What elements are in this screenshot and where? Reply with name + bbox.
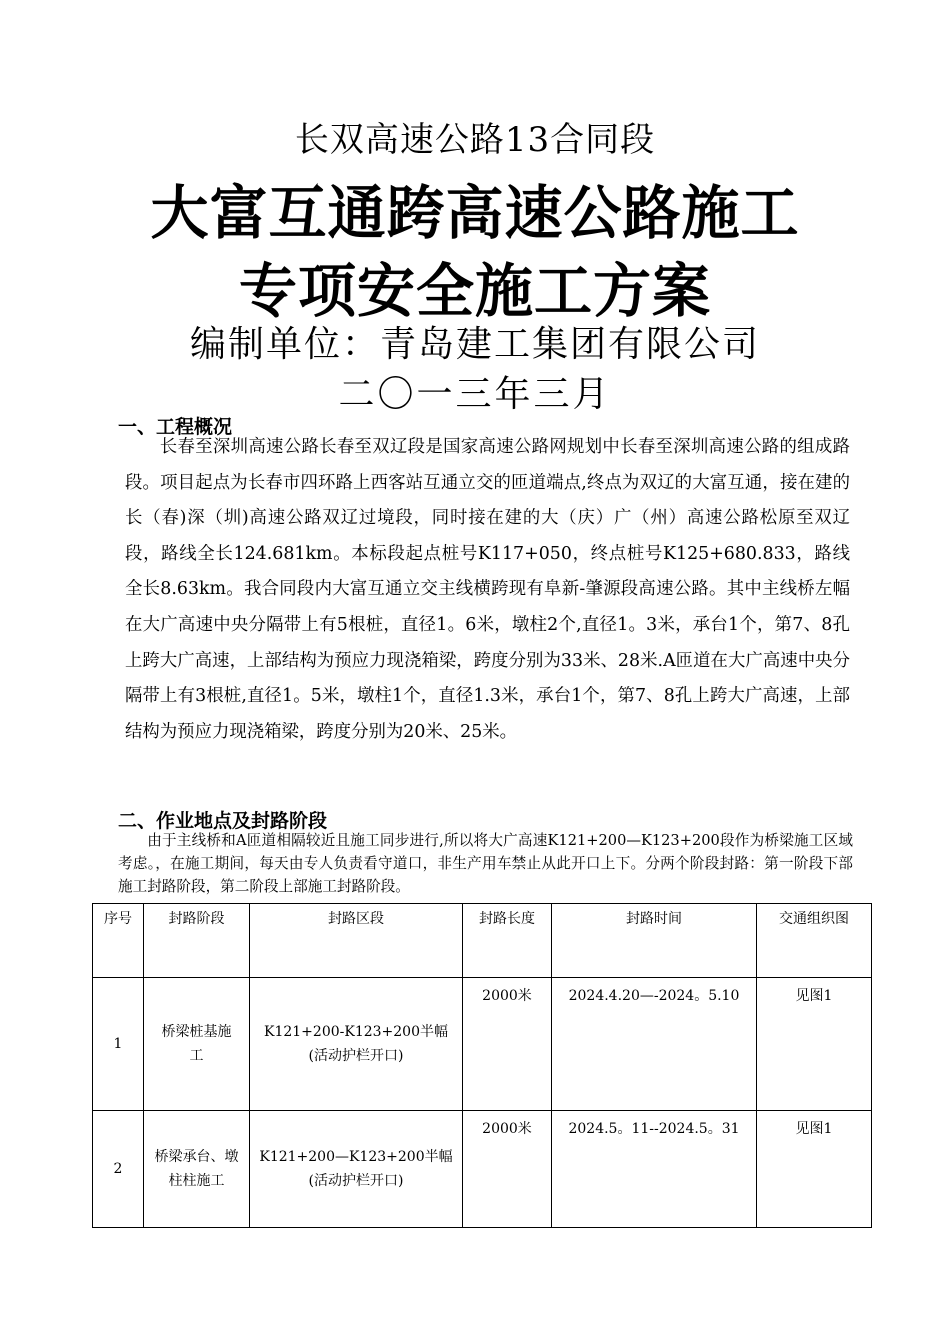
cell-map: 见图1: [757, 1111, 872, 1228]
document-subtitle: 长双高速公路13合同段: [294, 120, 656, 160]
section-line2: (活动护栏开口): [308, 1173, 404, 1189]
section-line2: (活动护栏开口): [308, 1048, 404, 1064]
document-title-line1: 大富互通跨高速公路施工: [150, 179, 800, 247]
cell-time: 2024.5。11--2024.5。31: [552, 1111, 757, 1228]
document-date: 二〇一三年三月: [338, 374, 612, 415]
cell-length: 2000米: [463, 978, 552, 1111]
header-map: 交通组织图: [757, 904, 872, 978]
header-section: 封路区段: [250, 904, 463, 978]
section-line1: K121+200-K123+200半幅: [264, 1024, 448, 1040]
cell-stage: [144, 978, 250, 1111]
table-header-row: [93, 904, 872, 978]
section-line1: K121+200—K123+200半幅: [259, 1149, 453, 1165]
cell-section: [250, 1111, 463, 1228]
road-closure-table: [92, 903, 872, 1228]
cell-no: 2: [93, 1111, 144, 1228]
table-row: [93, 978, 872, 1111]
section1-heading: 一、工程概况: [118, 416, 233, 438]
header-no: 序号: [93, 904, 144, 978]
cell-section: [250, 978, 463, 1111]
table-row: [93, 1111, 872, 1228]
cell-map: 见图1: [757, 978, 872, 1111]
cell-time: 2024.4.20—-2024。5.10: [552, 978, 757, 1111]
stage-text: 桥梁桩基施工: [161, 1024, 232, 1064]
cell-stage: [144, 1111, 250, 1228]
section2-body: 由于主线桥和A匝道相隔较近且施工同步进行,所以将大广高速K121+200—K123+200段作为桥梁施工区域考虑。，在施工期间，每天由专人负责看守道口，非生产用车禁止从此开口上下。分两个阶段封路：第一阶段下部施工封路阶段，第二阶段上部施工封路阶段。: [118, 832, 853, 895]
header-length: 封路长度: [463, 904, 552, 978]
cell-no: 1: [93, 978, 144, 1111]
header-stage: 封路阶段: [144, 904, 250, 978]
stage-text: 桥梁承台、墩柱柱施工: [154, 1149, 239, 1189]
header-time: 封路时间: [552, 904, 757, 978]
section2-heading: 二、作业地点及封路阶段: [118, 810, 328, 832]
section1-body: 长春至深圳高速公路长春至双辽段是国家高速公路网规划中长春至深圳高速公路的组成路段。项目起点为长春市四环路上西客站互通立交的匝道端点,终点为双辽的大富互通，接在建的长（春)深（圳)高速公路双辽过境段，同时接在建的大（庆）广（州）高速公路松原至双辽段，路线全长124.681km。本标段起点桩号K117+050，终点桩号K125+680.833，路线全长8.63km。我合同段内大富互通立交主线横跨现有阜新-肇源段高速公路。其中主线桥左幅在大广高速中央分隔带上有5根桩，直径1。6米，墩柱2个,直径1。3米，承台1个，第7、8孔上跨大广高速，上部结构为预应力现浇箱梁，跨度分别为33米、28米.A匝道在大广高速中央分隔带上有3根桩,直径1。5米，墩柱1个，直径1.3米，承台1个，第7、8孔上跨大广高速，上部结构为预应力现浇箱梁，跨度分别为20米、25米。: [125, 437, 850, 742]
cell-length: 2000米: [463, 1111, 552, 1228]
compiling-unit: 编制单位：青岛建工集团有限公司: [189, 324, 760, 365]
document-title-line2: 专项安全施工方案: [238, 257, 711, 325]
